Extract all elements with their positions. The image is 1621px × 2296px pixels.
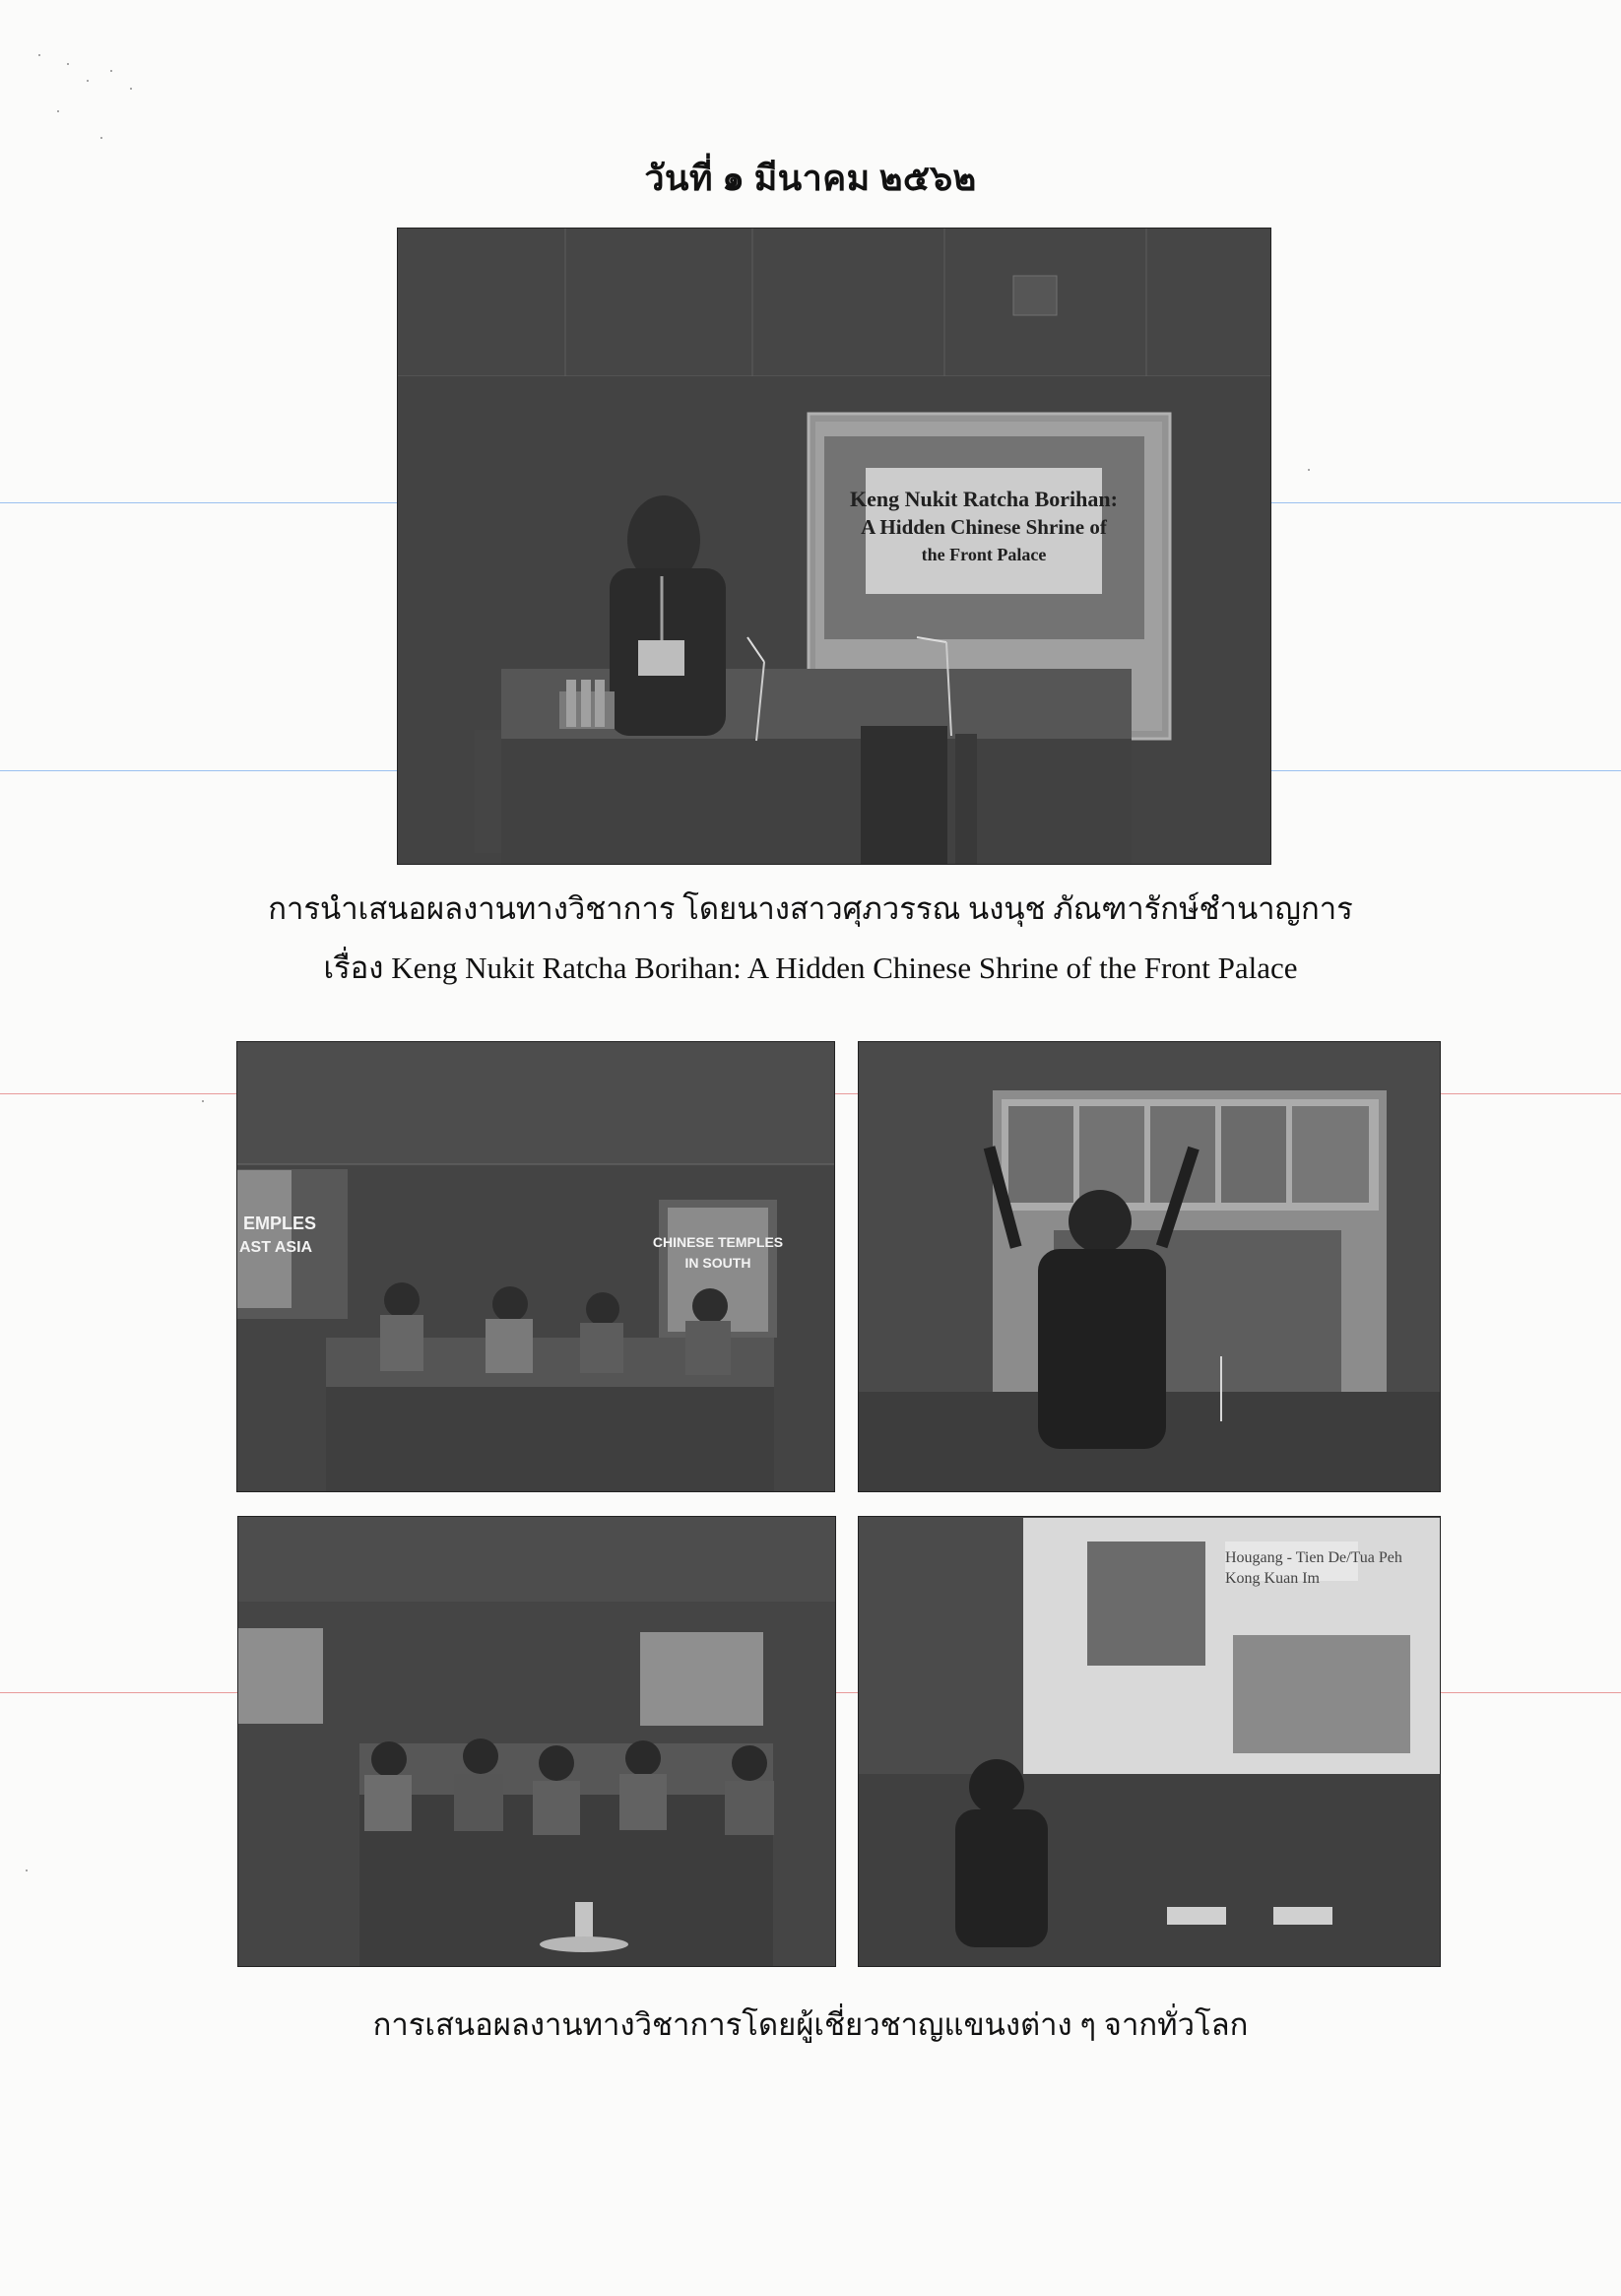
scan-speck: [67, 63, 69, 65]
caption-top-line1: การนำเสนอผลงานทางวิชาการ โดยนางสาวศุภวรรณ นงนุช ภัณฑารักษ์ชำนาญการ: [268, 891, 1353, 926]
poster-right-text: CHINESE TEMPLES: [652, 1234, 784, 1250]
scan-speck: [87, 80, 89, 82]
grid-photo-top-left-illustration: [237, 1042, 834, 1491]
top-event-photo: [397, 228, 1271, 865]
scan-speck: [202, 1100, 204, 1102]
caption-bottom: การเสนอผลงานทางวิชาการโดยผู้เชี่ยวชาญแขนงต่าง ๆ จากทั่วโลก: [372, 2007, 1249, 2042]
grid-photo-top-right-illustration: [859, 1042, 1440, 1491]
scan-speck: [57, 110, 59, 112]
scan-speck: [1308, 469, 1310, 471]
page-title: วันที่ ๑ มีนาคม ๒๕๖๒: [644, 159, 977, 198]
bottom-right-slide-title-1: Hougang - Tien De/Tua Peh: [1225, 1549, 1402, 1566]
grid-photo-bottom-right-illustration: [859, 1517, 1440, 1966]
scan-speck: [130, 88, 132, 90]
poster-right-text-2: IN SOUTH: [684, 1255, 751, 1271]
grid-photo-bottom-right: [858, 1516, 1441, 1967]
scan-speck: [100, 137, 102, 139]
scan-speck: [26, 1870, 28, 1871]
bottom-right-slide-title-2: Kong Kuan Im: [1225, 1570, 1320, 1587]
grid-photo-bottom-left-illustration: [238, 1517, 835, 1966]
poster-left-text-2: AST ASIA: [239, 1239, 313, 1256]
grid-photo-top-right: [858, 1041, 1441, 1492]
scan-speck: [38, 54, 40, 56]
scan-speck: [110, 70, 112, 72]
top-event-photo-illustration: [398, 229, 1270, 864]
caption-top-line2: เรื่อง Keng Nukit Ratcha Borihan: A Hidden Chinese Shrine of the Front Palace: [323, 951, 1298, 985]
grid-photo-bottom-left: [237, 1516, 836, 1967]
poster-left-text: EMPLES: [243, 1214, 317, 1233]
grid-photo-top-left: [236, 1041, 835, 1492]
